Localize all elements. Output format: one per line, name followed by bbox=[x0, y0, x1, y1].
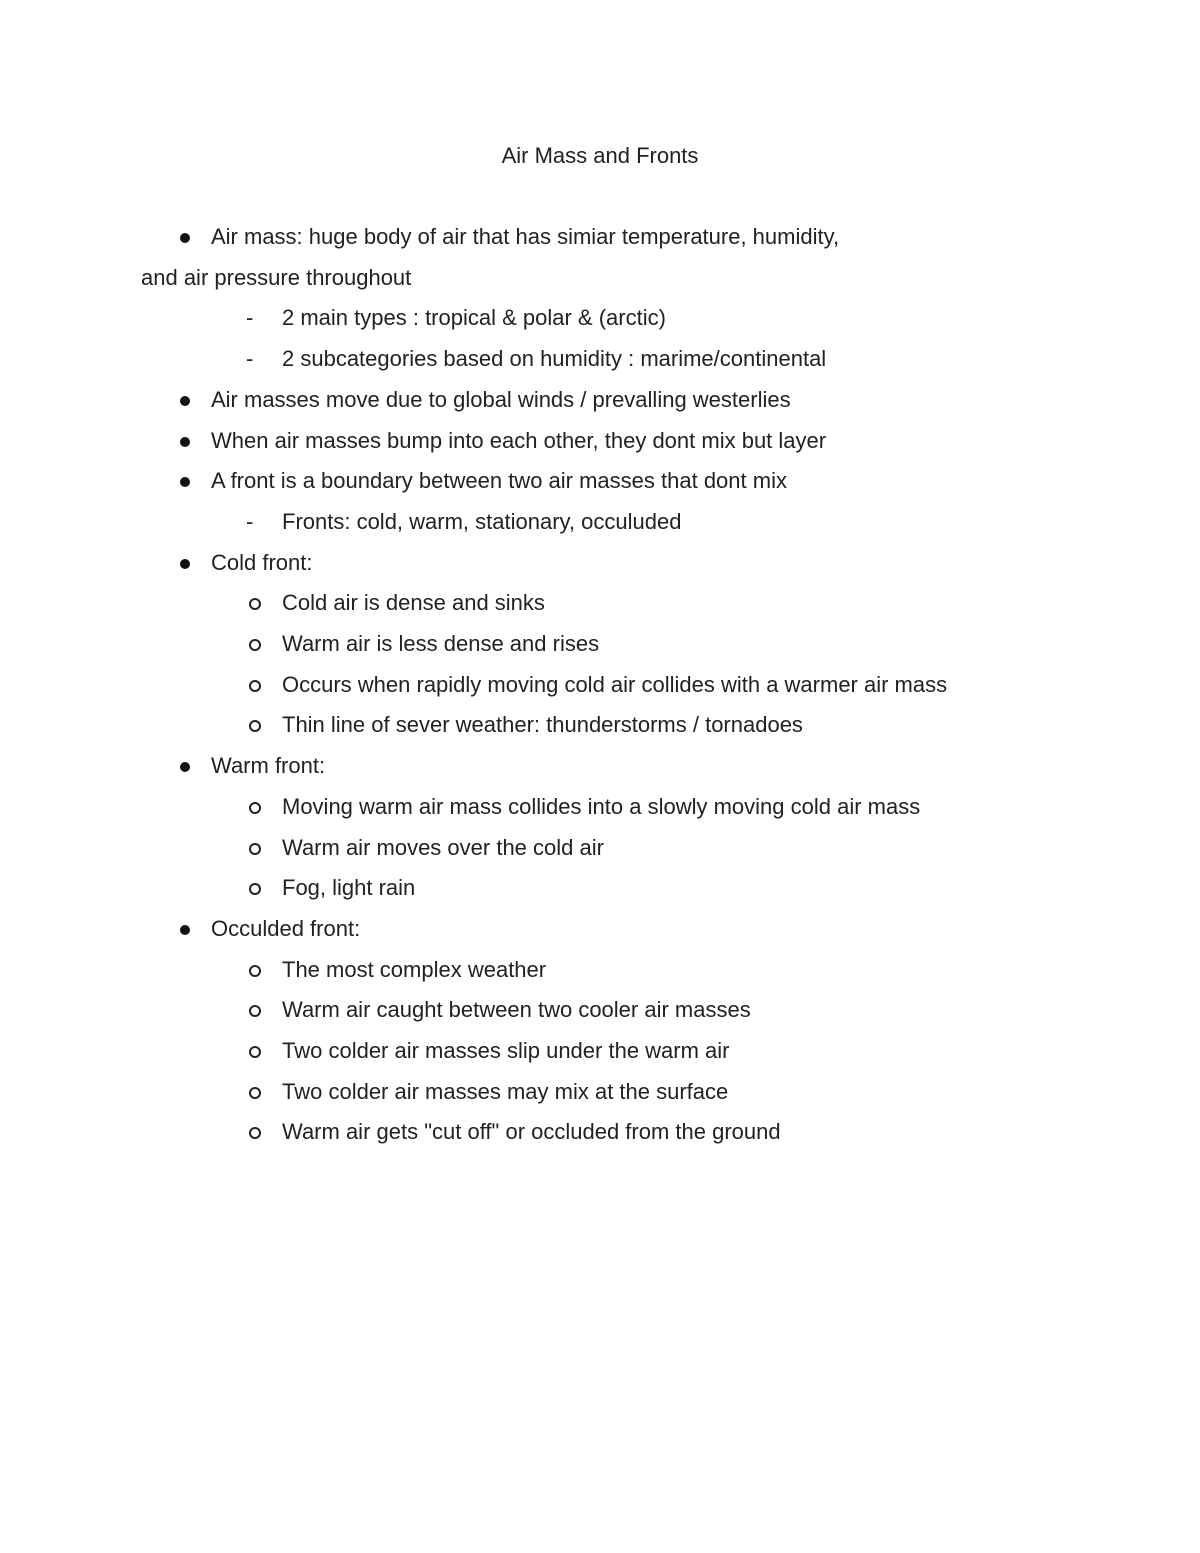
list-item-text: Warm air is less dense and rises bbox=[282, 631, 600, 656]
bullet-circle-icon bbox=[249, 965, 261, 977]
bullet-circle-icon bbox=[249, 680, 261, 692]
list-item-text: and air pressure throughout bbox=[141, 265, 412, 290]
list-item-text: When air masses bump into each other, they dont mix but layer bbox=[211, 428, 827, 453]
bullet-circle-icon bbox=[249, 843, 261, 855]
bullet-circle-icon bbox=[249, 1087, 261, 1099]
list-item-text: Two colder air masses may mix at the surface bbox=[282, 1079, 729, 1104]
list-item-text: Air masses move due to global winds / prevalling westerlies bbox=[211, 387, 791, 412]
list-item-text: Warm air caught between two cooler air masses bbox=[282, 997, 751, 1022]
list-item-text: Cold front: bbox=[211, 550, 313, 575]
bullet-circle-icon bbox=[249, 639, 261, 651]
bullet-circle-icon bbox=[249, 598, 261, 610]
bullet-dash-icon: - bbox=[246, 346, 254, 371]
list-item-text: Fronts: cold, warm, stationary, occuluded bbox=[282, 509, 682, 534]
bullet-dot-icon bbox=[180, 396, 190, 406]
bullet-circle-icon bbox=[249, 883, 261, 895]
bullet-dot-icon bbox=[180, 233, 190, 243]
list-item-text: Cold air is dense and sinks bbox=[282, 590, 545, 615]
list-item-text: Thin line of sever weather: thunderstorms / tornadoes bbox=[282, 712, 803, 737]
bullet-circle-icon bbox=[249, 802, 261, 814]
list-item-text: 2 main types : tropical & polar & (arctic) bbox=[282, 305, 666, 330]
list-item-text: Occulded front: bbox=[211, 916, 361, 941]
list-item-text: 2 subcategories based on humidity : marime/continental bbox=[282, 346, 827, 371]
bullet-circle-icon bbox=[249, 1127, 261, 1139]
bullet-dot-icon bbox=[180, 437, 190, 447]
list-item-text: Air mass: huge body of air that has simiar temperature, humidity, bbox=[211, 224, 840, 249]
list-item-text: Occurs when rapidly moving cold air collides with a warmer air mass bbox=[282, 672, 948, 697]
list-item-text: Moving warm air mass collides into a slowly moving cold air mass bbox=[282, 794, 921, 819]
bullet-circle-icon bbox=[249, 720, 261, 732]
list-item-text: Fog, light rain bbox=[282, 875, 416, 900]
bullet-circle-icon bbox=[249, 1046, 261, 1058]
list-item-text: Warm front: bbox=[211, 753, 326, 778]
document-title: Air Mass and Fronts bbox=[501, 143, 699, 168]
bullet-dash-icon: - bbox=[246, 509, 254, 534]
list-item-text: Two colder air masses slip under the warm air bbox=[282, 1038, 730, 1063]
bullet-circle-icon bbox=[249, 1005, 261, 1017]
list-item-text: A front is a boundary between two air masses that dont mix bbox=[211, 468, 787, 493]
bullet-dot-icon bbox=[180, 477, 190, 487]
bullet-dot-icon bbox=[180, 762, 190, 772]
bullet-dot-icon bbox=[180, 559, 190, 569]
bullet-dot-icon bbox=[180, 925, 190, 935]
list-item-text: The most complex weather bbox=[282, 957, 547, 982]
bullet-dash-icon: - bbox=[246, 305, 254, 330]
list-item-text: Warm air gets "cut off" or occluded from the ground bbox=[282, 1119, 781, 1144]
list-item-text: Warm air moves over the cold air bbox=[282, 835, 604, 860]
